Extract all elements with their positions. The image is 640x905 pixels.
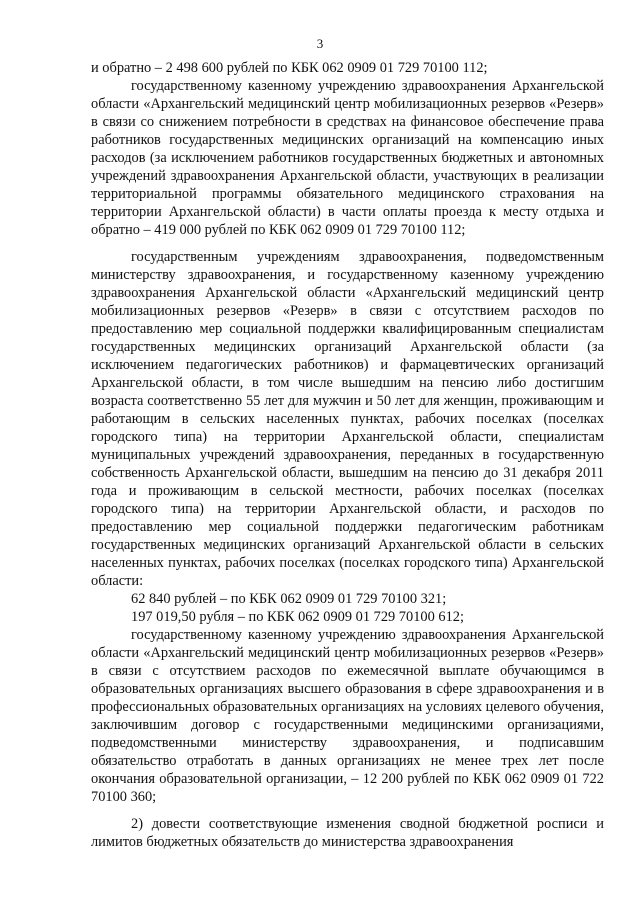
paragraph-reserve-center-travel: государственному казенному учреждению здравоохранения Архангельской области «Архангельский медицинский центр мобилизационных резервов «Резерв» в связи со снижением потребности в средствах на финансовое обеспечение права работников государственных медицинских организаций на компенсацию иных расходов (за исключением работников государственных бюджетных и автономных учреждений здравоохранения Архангельской области, участвующих в реализации территориальной программы обязательного медицинского страхования на территории Архангельской области) в части оплаты проезда к месту отдыха и обратно – 419 000 рублей по КБК 062 0909 01 729 70100 112; bbox=[91, 78, 604, 238]
amount-line-321: 62 840 рублей – по КБК 062 0909 01 729 70100 321; bbox=[131, 591, 447, 607]
paragraph-student-payments: государственному казенному учреждению здравоохранения Архангельской области «Архангельский медицинский центр мобилизационных резервов «Резерв» в связи с отсутствием расходов по ежемесячной выплате обучающимся в образовательных организациях высшего образования в сфере здравоохранения и в профессиональных образовательных организациях на условиях целевого обучения, заключившим договор с государственными медицинскими организациями, подведомственными министерству здравоохранения, и подписавшим обязательство отработать в данных организациях не менее трех лет после окончания образовательной организации, – 12 200 рублей по КБК 062 0909 01 722 70100 360; bbox=[91, 627, 604, 805]
document-body bbox=[91, 59, 604, 851]
paragraph-continuation: и обратно – 2 498 600 рублей по КБК 062 0909 01 729 70100 112; bbox=[91, 60, 488, 76]
paragraph-social-support: государственным учреждениям здравоохранения, подведомственным министерству здравоохранения, и государственному казенному учреждению здравоохранения Архангельской области «Архангельский медицинский центр мобилизационных резервов «Резерв» в связи с отсутствием расходов по предоставлению мер социальной поддержки квалифицированным специалистам государственных медицинских организаций Архангельской области (за исключением педагогических работников) и фармацевтических организаций Архангельской области, в том числе вышедшим на пенсию либо достигшим возраста соответственно 55 лет для мужчин и 50 лет для женщин, проживающим и работающим в сельских населенных пунктах, рабочих поселках (поселках городского типа) на территории Архангельской области, специалистам муниципальных учреждений здравоохранения, переданных в государственную собственность Архангельской области, вышедшим на пенсию до 31 декабря 2011 года и проживающим в сельской местности, рабочих поселках (поселках городского типа) на территории Архангельской области, и расходов по предоставлению мер социальной поддержки педагогическим работникам государственных медицинских организаций Архангельской области в сельских населенных пунктах, рабочих поселках (поселках городского типа) Архангельской области: bbox=[91, 249, 604, 589]
page-number: 3 bbox=[316, 36, 324, 51]
paragraph-item-2: 2) довести соответствующие изменения сводной бюджетной росписи и лимитов бюджетных обязательств до министерства здравоохранения bbox=[91, 816, 604, 850]
amount-line-612: 197 019,50 рубля – по КБК 062 0909 01 729 70100 612; bbox=[131, 609, 464, 625]
